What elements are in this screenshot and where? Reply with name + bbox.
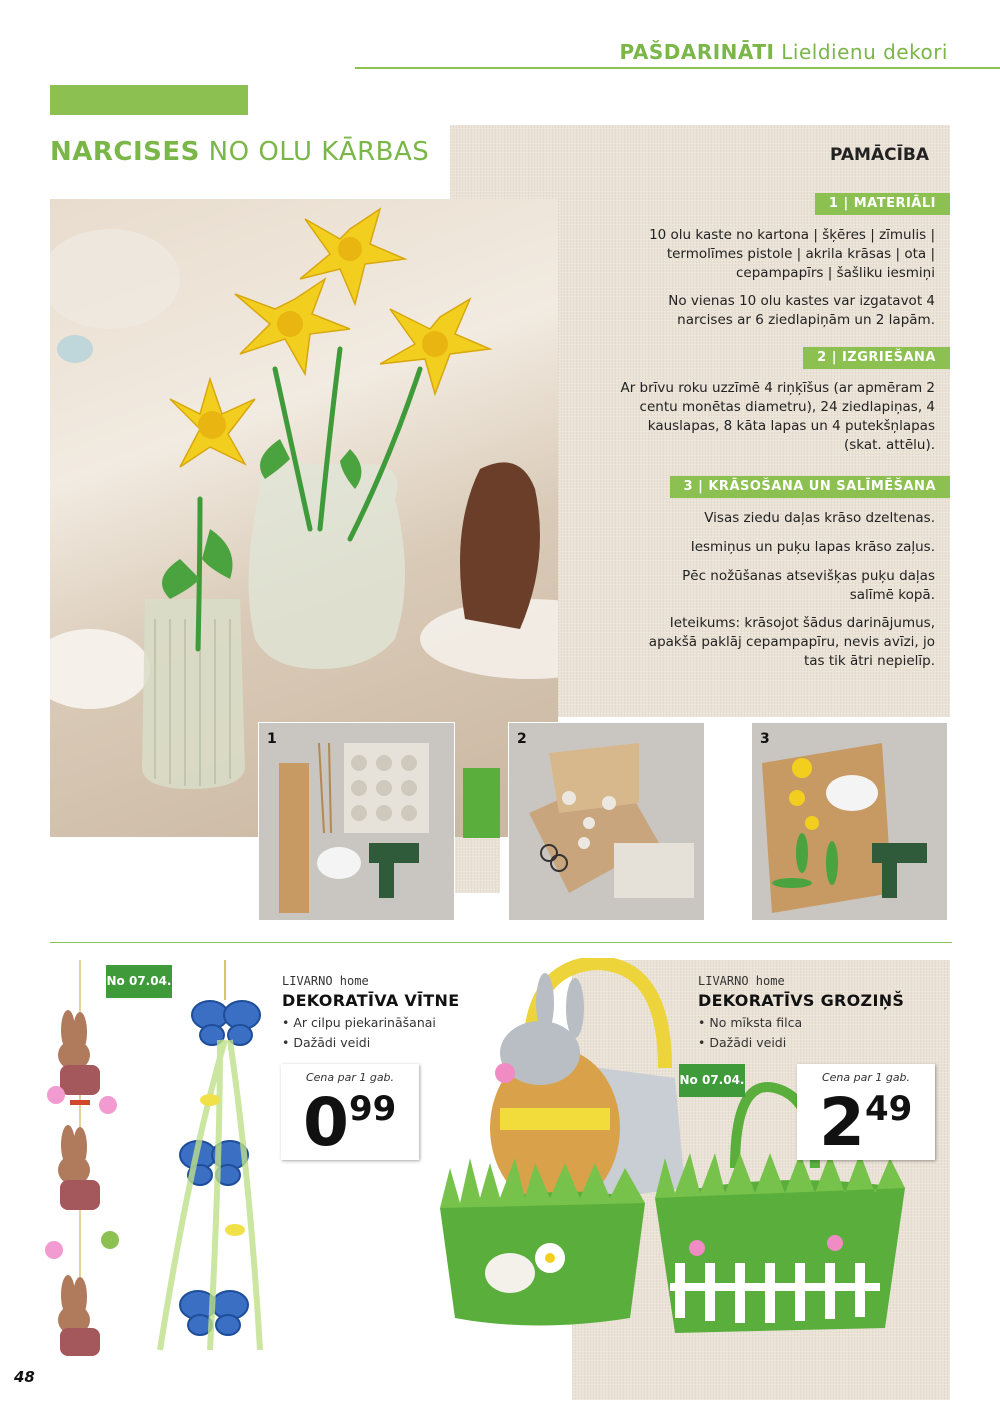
availability-badge-basket: No 07.04. <box>679 1064 745 1097</box>
step3-paragraph-4: Ieteikums: krāsojot šādus darinājumus, apakšā paklāj cepampapīru, nevis avīzi, jo tas tik ātri nepielīp. <box>648 615 935 669</box>
step3-paragraph-2: Iesmiņus un puķu lapas krāso zaļus. <box>690 539 935 555</box>
step1-paragraph-1: 10 olu kaste no kartona | šķēres | zīmulis | termolīmes pistole | akrila krāsas | ota | cepampapīrs | šašliku iesmiņi <box>649 227 935 281</box>
bunny-detail <box>463 768 500 838</box>
price-tag-basket <box>797 1064 935 1160</box>
price-whole: 0 <box>303 1084 349 1161</box>
section-divider <box>50 942 952 943</box>
step-number-3: 3 <box>760 731 770 747</box>
feature-list-basket <box>698 1013 802 1053</box>
feature-item: • Ar cilpu piekarināšanai <box>282 1015 436 1030</box>
price-whole: 2 <box>819 1084 865 1161</box>
product-name-basket: DEKORATĪVS GROZIŅŠ <box>698 991 905 1010</box>
price-unit-label: Cena par 1 gab. <box>305 1071 395 1084</box>
step3-paragraph-3: Pēc nožūšanas atsevišķas puķu daļas salīmē kopā. <box>682 568 935 603</box>
brand-basket: LIVARNO home <box>698 974 785 988</box>
header-rule <box>355 67 1000 69</box>
product-name-garland: DEKORATĪVA VĪTNE <box>282 991 460 1010</box>
price-tag-garland <box>281 1064 419 1160</box>
price-unit-label: Cena par 1 gab. <box>821 1071 911 1084</box>
header-category: PAŠDARINĀTI <box>619 40 775 64</box>
header-subtitle: Lieldienu dekori <box>781 40 948 64</box>
feature-item: • No mīksta filca <box>698 1015 803 1030</box>
step-tag-cutting: 2 | IZGRIEŠANA <box>803 347 950 369</box>
price-cents: 99 <box>349 1089 397 1129</box>
feature-list-garland <box>282 1013 436 1053</box>
step-tag-materials: 1 | MATERIĀLI <box>815 193 950 215</box>
step1-paragraph-2: No vienas 10 olu kastes var izgatavot 4 narcises ar 6 ziedlapiņām un 2 lapām. <box>668 293 935 328</box>
step3-paragraph-1: Visas ziedu daļas krāso dzeltenas. <box>704 510 935 526</box>
step-number-2: 2 <box>517 731 527 747</box>
feature-item: • Dažādi veidi <box>698 1035 787 1050</box>
instructions-heading: PAMĀCĪBA <box>830 145 930 165</box>
page-title: NARCISES NO OLU KĀRBAS <box>50 137 430 167</box>
price-cents: 49 <box>865 1089 913 1129</box>
step-photo-2 <box>508 722 705 921</box>
garland-bunnies-image <box>40 960 130 1360</box>
section-header <box>620 40 948 64</box>
accent-bar <box>50 85 248 115</box>
step-photo-1 <box>258 722 455 921</box>
step-number-1: 1 <box>267 731 277 747</box>
step-photo-3 <box>751 722 948 921</box>
step-tag-painting: 3 | KRĀSOŠANA UN SALĪMĒŠANA <box>670 476 950 498</box>
feature-item: • Dažādi veidi <box>282 1035 371 1050</box>
page-number: 48 <box>14 1368 35 1386</box>
garland-butterflies-image <box>150 960 275 1360</box>
brand-garland: LIVARNO home <box>282 974 369 988</box>
step2-paragraph-1: Ar brīvu roku uzzīmē 4 riņķīšus (ar apmēram 2 centu monētas diametru), 24 ziedlapiņas, 4 kauslapas, 8 kāta lapas un 4 putekšņlapas (skat. attēlu). <box>620 380 935 453</box>
availability-badge-garland: No 07.04. <box>106 965 172 998</box>
